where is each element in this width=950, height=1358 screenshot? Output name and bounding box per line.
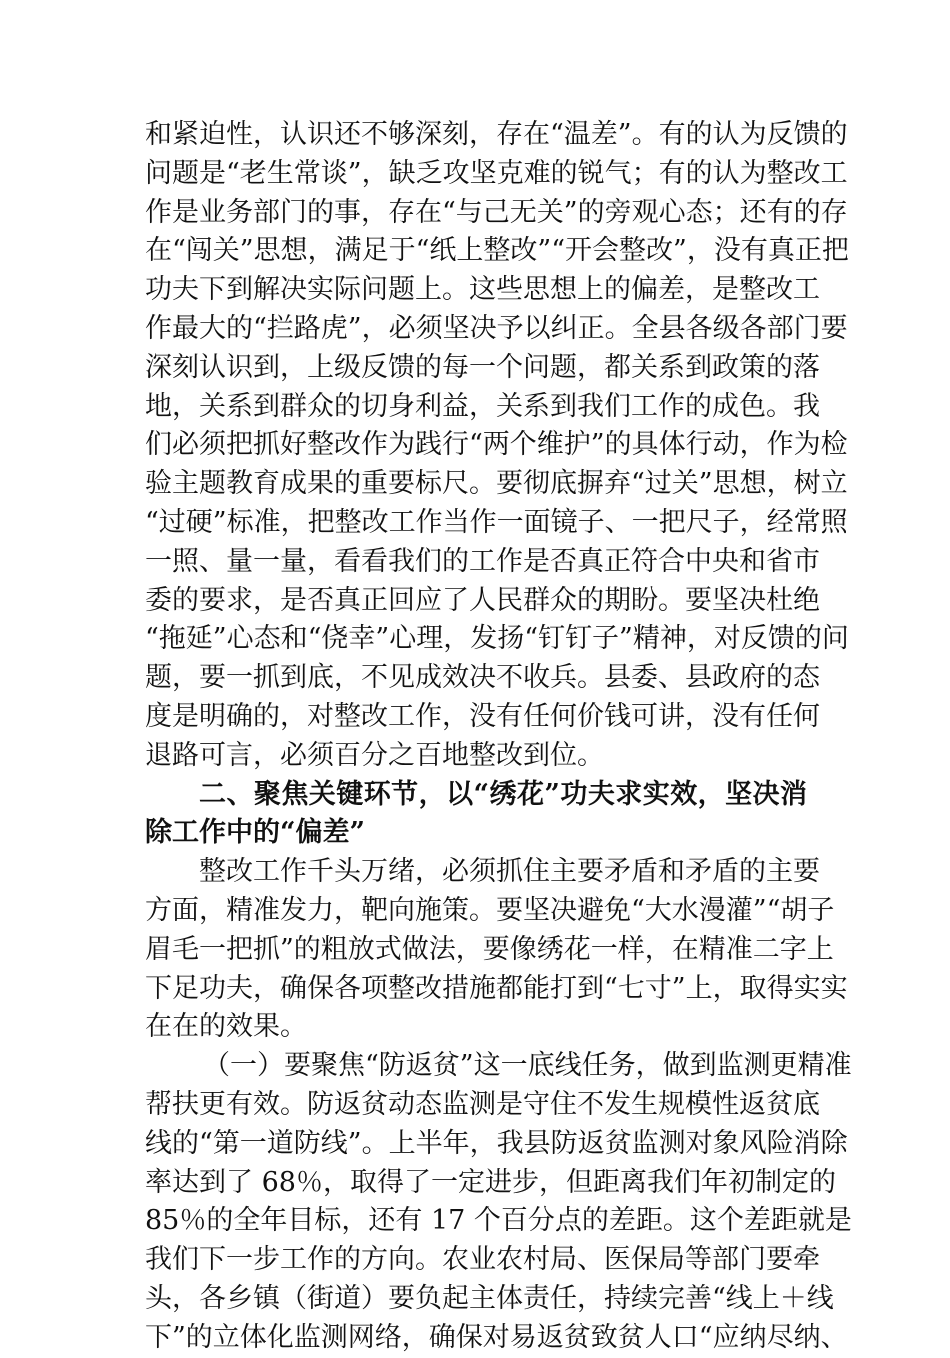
text-line: 深刻认识到，上级反馈的每一个问题，都关系到政策的落 (145, 351, 820, 383)
paragraph-continuation (145, 116, 849, 776)
section-intro-paragraph (145, 853, 848, 1047)
text-line: 在在的效果。 (145, 1011, 307, 1043)
text-line: 地，关系到群众的切身利益，关系到我们工作的成色。我 (145, 390, 820, 422)
text-line: 眉毛一把抓”的粗放式做法，要像绣花一样，在精准二字上 (145, 933, 834, 965)
heading-line: 二、聚焦关键环节，以“绣花”功夫求实效，坚决消 (199, 778, 807, 810)
text-line: 方面，精准发力，靶向施策。要坚决避免“大水漫灌”“胡子 (145, 894, 835, 926)
heading-line: 除工作中的“偏差” (145, 817, 366, 849)
text-line: 们必须把抓好整改作为践行“两个维护”的具体行动，作为检 (145, 429, 848, 461)
text-line: 验主题教育成果的重要标尺。要彻底摒弃“过关”思想，树立 (145, 468, 848, 500)
text-line: （一）要聚焦“防返贫”这一底线任务，做到监测更精准 (203, 1050, 852, 1082)
text-line: 功夫下到解决实际问题上。这些思想上的偏差，是整改工 (145, 274, 820, 306)
text-line: 整改工作千头万绪，必须抓住主要矛盾和矛盾的主要 (199, 856, 820, 888)
text-line: 头，各乡镇（街道）要负起主体责任，持续完善“线上＋线 (145, 1282, 834, 1314)
text-line: 作最大的“拦路虎”，必须坚决予以纠正。全县各级各部门要 (145, 312, 848, 344)
text-line: 85％的全年目标，还有 17 个百分点的差距。这个差距就是 (145, 1205, 852, 1237)
text-line: 问题是“老生常谈”，缺乏攻坚克难的锐气；有的认为整改工 (145, 157, 848, 189)
text-line: 一照、量一量，看看我们的工作是否真正符合中央和省市 (145, 545, 820, 577)
text-line: 退路可言，必须百分之百地整改到位。 (145, 739, 604, 771)
subsection-one-paragraph (145, 1047, 852, 1357)
document-body (145, 116, 852, 1358)
text-line: 下”的立体化监测网络，确保对易返贫致贫人口“应纳尽纳、 (145, 1321, 848, 1353)
text-line: “拖延”心态和“侥幸”心理，发扬“钉钉子”精神，对反馈的问 (145, 623, 849, 655)
text-line: 我们下一步工作的方向。农业农村局、医保局等部门要牵 (145, 1244, 820, 1276)
text-line: 下足功夫，确保各项整改措施都能打到“七寸”上，取得实实 (145, 972, 848, 1004)
section-heading (145, 776, 807, 854)
text-line: 作是业务部门的事，存在“与己无关”的旁观心态；还有的存 (145, 196, 848, 228)
text-line: 题，要一抓到底，不见成效决不收兵。县委、县政府的态 (145, 662, 820, 694)
text-line: “过硬”标准，把整改工作当作一面镜子、一把尺子，经常照 (145, 506, 848, 538)
text-line: 度是明确的，对整改工作，没有任何价钱可讲，没有任何 (145, 700, 820, 732)
text-line: 和紧迫性，认识还不够深刻，存在“温差”。有的认为反馈的 (145, 119, 848, 150)
text-line: 委的要求，是否真正回应了人民群众的期盼。要坚决杜绝 (145, 584, 820, 616)
text-line: 线的“第一道防线”。上半年，我县防返贫监测对象风险消除 (145, 1127, 848, 1159)
text-line: 在“闯关”思想，满足于“纸上整改”“开会整改”，没有真正把 (145, 235, 849, 267)
text-line: 帮扶更有效。防返贫动态监测是守住不发生规模性返贫底 (145, 1088, 820, 1120)
text-line: 率达到了 68％，取得了一定进步，但距离我们年初制定的 (145, 1166, 836, 1198)
